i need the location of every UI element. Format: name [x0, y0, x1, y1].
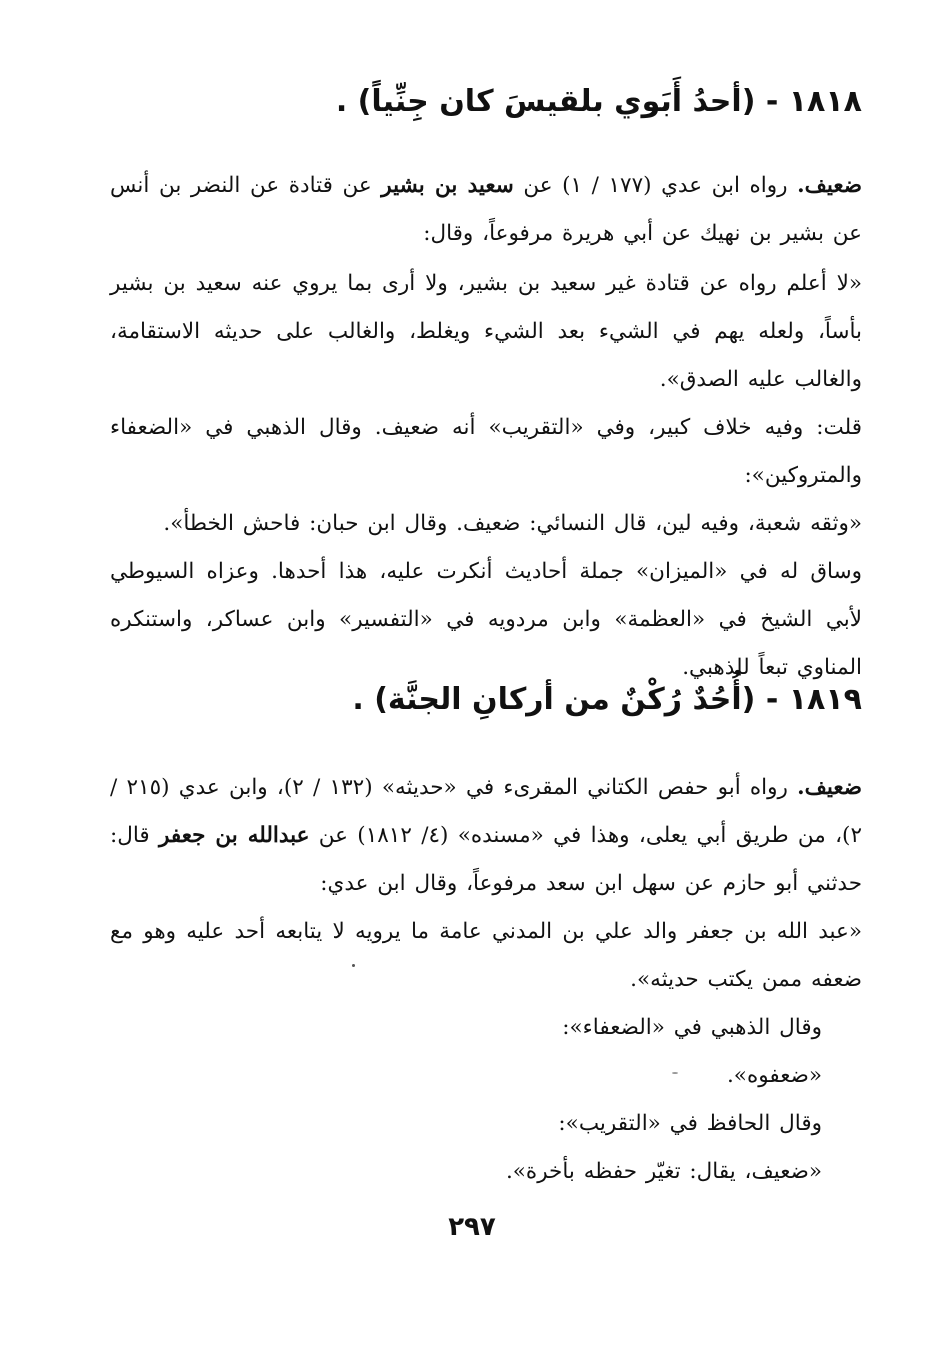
entry-1819-paragraph-1 — [110, 764, 862, 908]
entry-1818-paragraph-1 — [110, 162, 862, 258]
grade-label: ضعيف. — [797, 775, 863, 800]
entry-1819-paragraph-2: «عبد الله بن جعفر والد علي بن المدني عامة ما يرويه لا يتابعه أحد عليه وهو مع ضعفه ممن يكتب حديثه». — [110, 919, 862, 992]
entry-1818-paragraph-2: «لا أعلم رواه عن قتادة غير سعيد بن بشير، ولا أرى بما يروي عنه سعيد بن بشير بأساً، ولعله يهم في الشيء بعد الشيء ويغلط، والغالب على حديثه الاستقامة، والغالب عليه الصدق». — [110, 271, 862, 392]
page-number: ٢٩٧ — [448, 1212, 496, 1242]
entry-1818-paragraph-3: قلت: وفيه خلاف كبير، وفي «التقريب» أنه ضعيف. وقال الذهبي في «الضعفاء والمتروكين»: — [110, 415, 862, 488]
paragraph-text: قال: حدثني أبو حازم عن سهل ابن سعد مرفوعاً، وقال ابن عدي: — [110, 823, 862, 896]
grade-label: ضعيف. — [797, 173, 862, 198]
paragraph-text: عن قتادة عن النضر بن أنس عن بشير بن نهيك عن أبي هريرة مرفوعاً، وقال: — [110, 173, 862, 246]
paragraph-text: رواه ابن عدي (١٧٧ / ١) عن — [513, 173, 798, 198]
scan-speck — [672, 1072, 678, 1074]
entry-1818-paragraph-4: «وثقه شعبة، وفيه لين، قال النسائي: ضعيف. وقال ابن حبان: فاحش الخطأ». — [163, 511, 862, 536]
entry-1818-paragraph-5: وساق له في «الميزان» جملة أحاديث أنكرت عليه، هذا أحدها. وعزاه السيوطي لأبي الشيخ في «العظمة» وابن مردويه في «التفسير» وابن عساكر، واستنكره المناوي تبعاً للذهبي. — [110, 559, 862, 680]
paragraph-text: رواه أبو حفص الكتاني المقرىء في «حديثه» (١٣٢ / ٢)، وابن عدي (٢١٥ / ٢)، من طريق أبي يعلى، وهذا في «مسنده» (٤/ ١٨١٢) عن — [110, 775, 862, 848]
entry-1819-paragraph-4: «ضعفوه». — [726, 1063, 822, 1088]
scan-speck — [352, 964, 355, 967]
narrator-name: عبدالله بن جعفر — [159, 823, 310, 848]
entry-1819-paragraph-5: وقال الحافظ في «التقريب»: — [558, 1111, 822, 1136]
entry-1819-paragraph-6: «ضعيف، يقال: تغيّر حفظه بأخرة». — [505, 1159, 822, 1184]
narrator-name: سعيد بن بشير — [381, 173, 514, 198]
entry-1818-heading: ١٨١٨ - (أحدُ أَبَوي بلقيسَ كان جِنِّياً) . — [335, 84, 862, 119]
entry-1819-heading: ١٨١٩ - (أُحُدٌ رُكْنٌ من أركانِ الجنَّة) . — [352, 682, 862, 717]
entry-1819-paragraph-3: وقال الذهبي في «الضعفاء»: — [562, 1015, 822, 1040]
